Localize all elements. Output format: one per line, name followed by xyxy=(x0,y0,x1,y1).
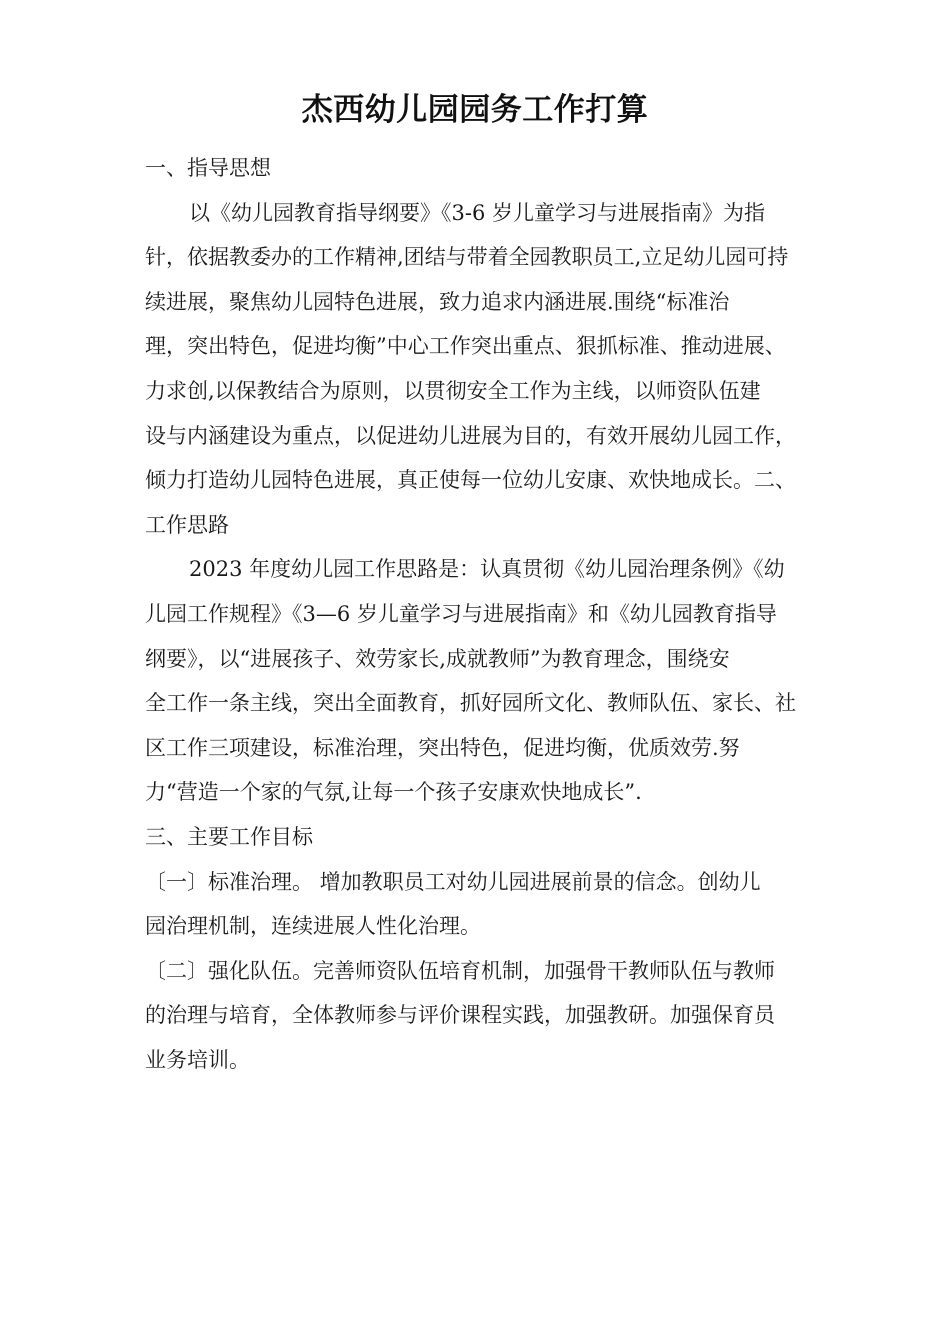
paragraph-line: 理，突出特色，促进均衡”中心工作突出重点、狠抓标准、推动进展、 xyxy=(145,334,786,359)
document-body xyxy=(145,146,820,1082)
paragraph-line: 针，依据教委办的工作精神,团结与带着全园教职员工,立足幼儿园可持 xyxy=(145,245,789,270)
paragraph-line: 纲要》，以“进展孩子、效劳家长,成就教师”为教育理念，围绕安 xyxy=(145,646,730,671)
paragraph-line: 以《幼儿园教育指导纲要》《3-6 岁儿童学习与进展指南》为指 xyxy=(189,200,765,225)
paragraph-line: 的治理与培育，全体教师参与评价课程实践，加强教研。加强保育员 xyxy=(145,1003,775,1028)
paragraph-line: 〔二〕强化队伍。完善师资队伍培育机制，加强骨干教师队伍与教师 xyxy=(145,958,775,983)
paragraph-line: 区工作三项建设，标准治理，突出特色，促进均衡，优质效劳.努 xyxy=(145,735,740,760)
section-heading-guiding-thought: 一、指导思想 xyxy=(145,156,271,180)
paragraph-line: 〔一〕标准治理。 增加教职员工对幼儿园进展前景的信念。创幼儿 xyxy=(145,869,761,894)
section-heading-main-goals: 三、主要工作目标 xyxy=(145,824,313,849)
document-title: 杰西幼儿园园务工作打算 xyxy=(301,92,649,128)
paragraph-line: 力求创,以保教结合为原则，以贯彻安全工作为主线，以师资队伍建 xyxy=(145,378,761,403)
paragraph-line: 业务培训。 xyxy=(145,1047,250,1072)
paragraph-line: 倾力打造幼儿园特色进展，真正使每一位幼儿安康、欢快地成长。二、 xyxy=(145,468,796,493)
paragraph-line: 力“营造一个家的气氛,让每一个孩子安康欢快地成长”. xyxy=(145,780,642,805)
paragraph-line: 全工作一条主线，突出全面教育，抓好园所文化、教师队伍、家长、社 xyxy=(145,691,796,716)
paragraph-line: 设与内涵建设为重点，以促进幼儿进展为目的，有效开展幼儿园工作， xyxy=(145,423,796,448)
paragraph-line: 续进展，聚焦幼儿园特色进展，致力追求内涵进展.围绕“标准治 xyxy=(145,289,730,314)
paragraph-line: 2023 年度幼儿园工作思路是：认真贯彻《幼儿园治理条例》《幼 xyxy=(189,557,785,582)
paragraph-line: 园治理机制，连续进展人性化治理。 xyxy=(145,914,481,939)
paragraph-line: 儿园工作规程》《3—6 岁儿童学习与进展指南》和《幼儿园教育指导 xyxy=(145,601,777,626)
section-heading-work-ideas: 工作思路 xyxy=(145,512,229,537)
